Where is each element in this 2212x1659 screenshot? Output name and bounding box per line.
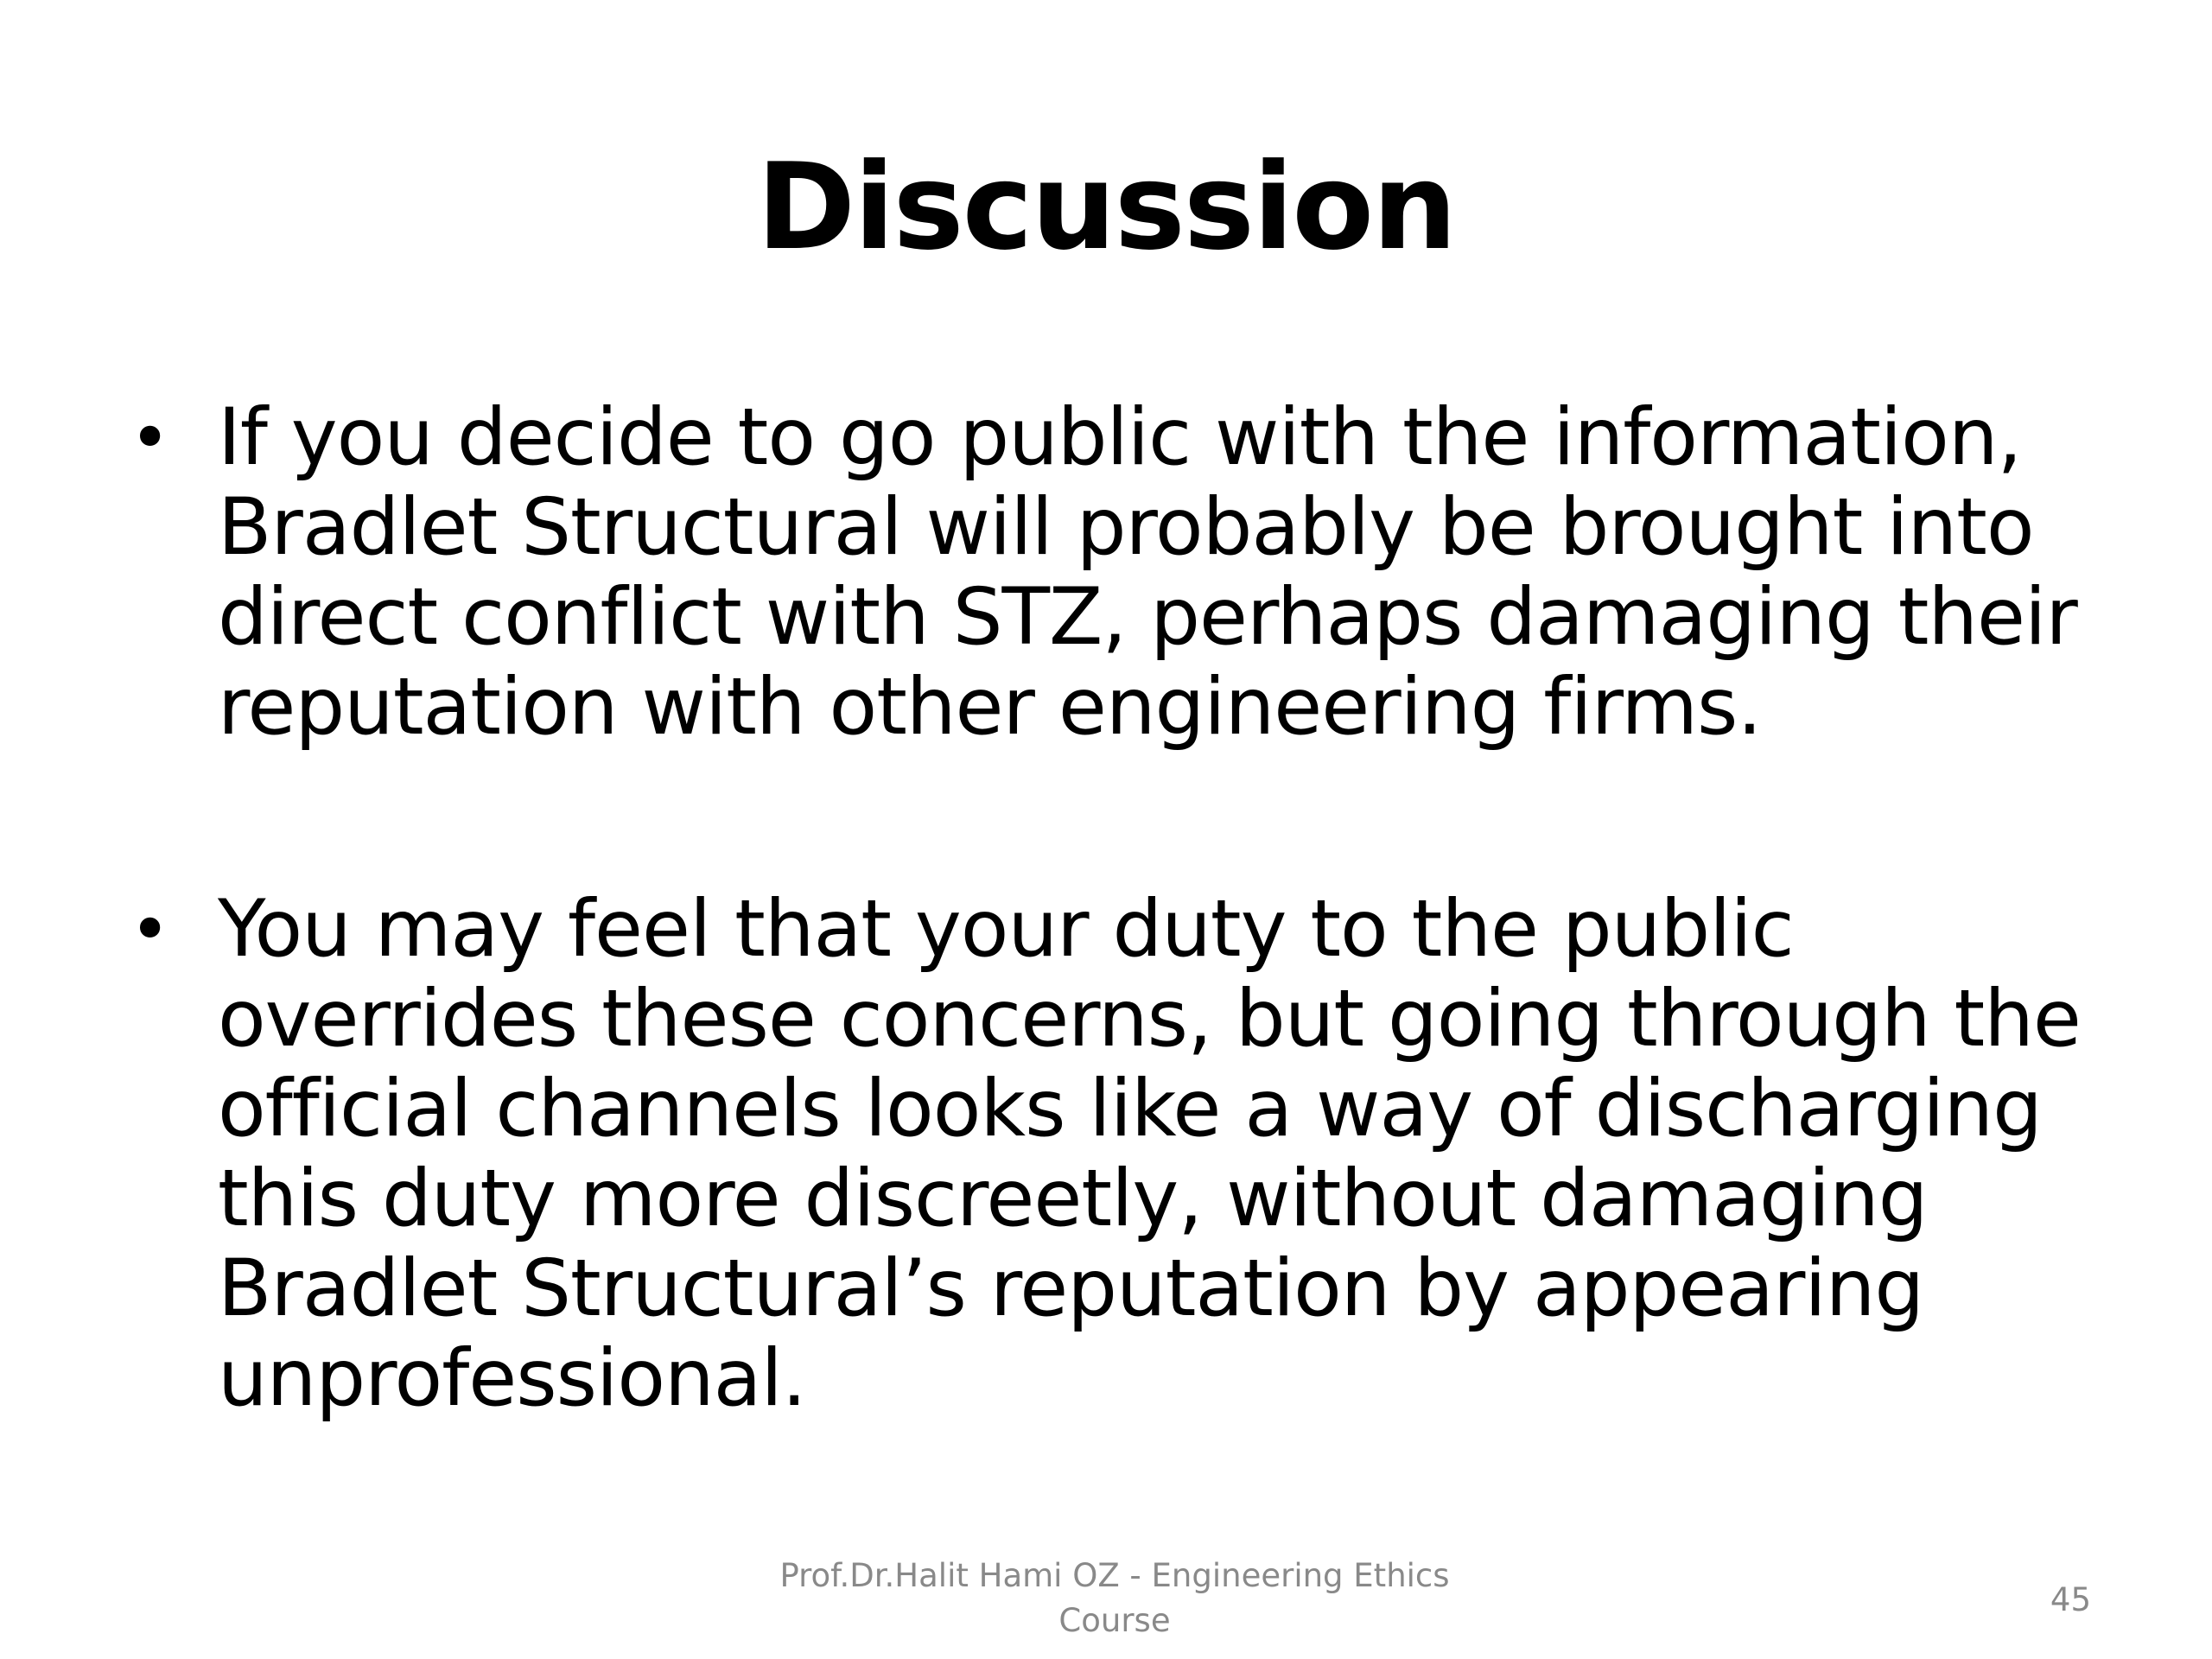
slide-footer: Prof.Dr.Halit Hami OZ - Engineering Ethics Course xyxy=(779,1557,1450,1639)
bullet-marker: • xyxy=(130,397,170,478)
bullet-item xyxy=(130,393,2100,753)
bullet-list xyxy=(130,393,2100,1424)
bullet-text: You may feel that your duty to the public overrides these concerns, but going through the official channels looks like a way of discharging this duty more discreetly, without damaging Bradlet Structural’s reputation by appearing unprofessional. xyxy=(218,884,2081,1424)
slide-number: 45 xyxy=(2050,1581,2091,1618)
slide-title: Discussion xyxy=(756,137,1456,276)
bullet-marker: • xyxy=(130,889,170,969)
bullet-text: If you decide to go public with the information, Bradlet Structural will probably be brought into direct conflict with STZ, perhaps damaging their reputation with other engineering firms. xyxy=(218,392,2077,753)
bullet-item xyxy=(130,885,2100,1424)
